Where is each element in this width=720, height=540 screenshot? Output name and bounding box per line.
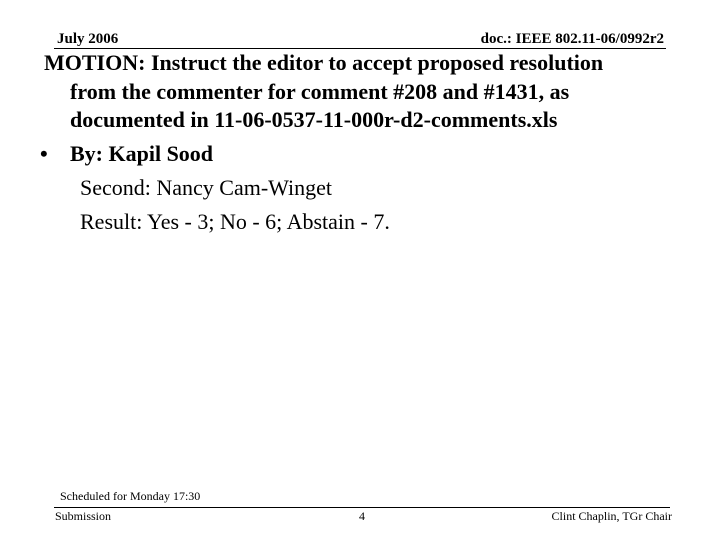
motion-line-2: from the commenter for comment #208 and #1431, as (70, 78, 570, 104)
motion-text (44, 49, 694, 135)
moved-by-text: By: Kapil Sood (70, 141, 214, 166)
footer-submission: Submission (55, 509, 112, 523)
footer-author: Clint Chaplin, TGr Chair (551, 509, 672, 523)
bullet-icon: • (40, 141, 48, 166)
motion-line-3: documented in 11-06-0537-11-000r-d2-comments.xls (70, 107, 558, 132)
seconded-by: Second: Nancy Cam-Winget (80, 175, 333, 200)
footer-rule (54, 507, 670, 508)
header-date: July 2006 (57, 31, 119, 47)
page-number: 4 (359, 509, 365, 523)
vote-result: Result: Yes - 3; No - 6; Abstain - 7. (80, 209, 390, 234)
schedule-note: Scheduled for Monday 17:30 (60, 489, 201, 503)
motion-line-1: MOTION: Instruct the editor to accept proposed resolution (44, 50, 604, 75)
header-doc-id: doc.: IEEE 802.11-06/0992r2 (480, 31, 664, 47)
moved-by (40, 140, 213, 168)
